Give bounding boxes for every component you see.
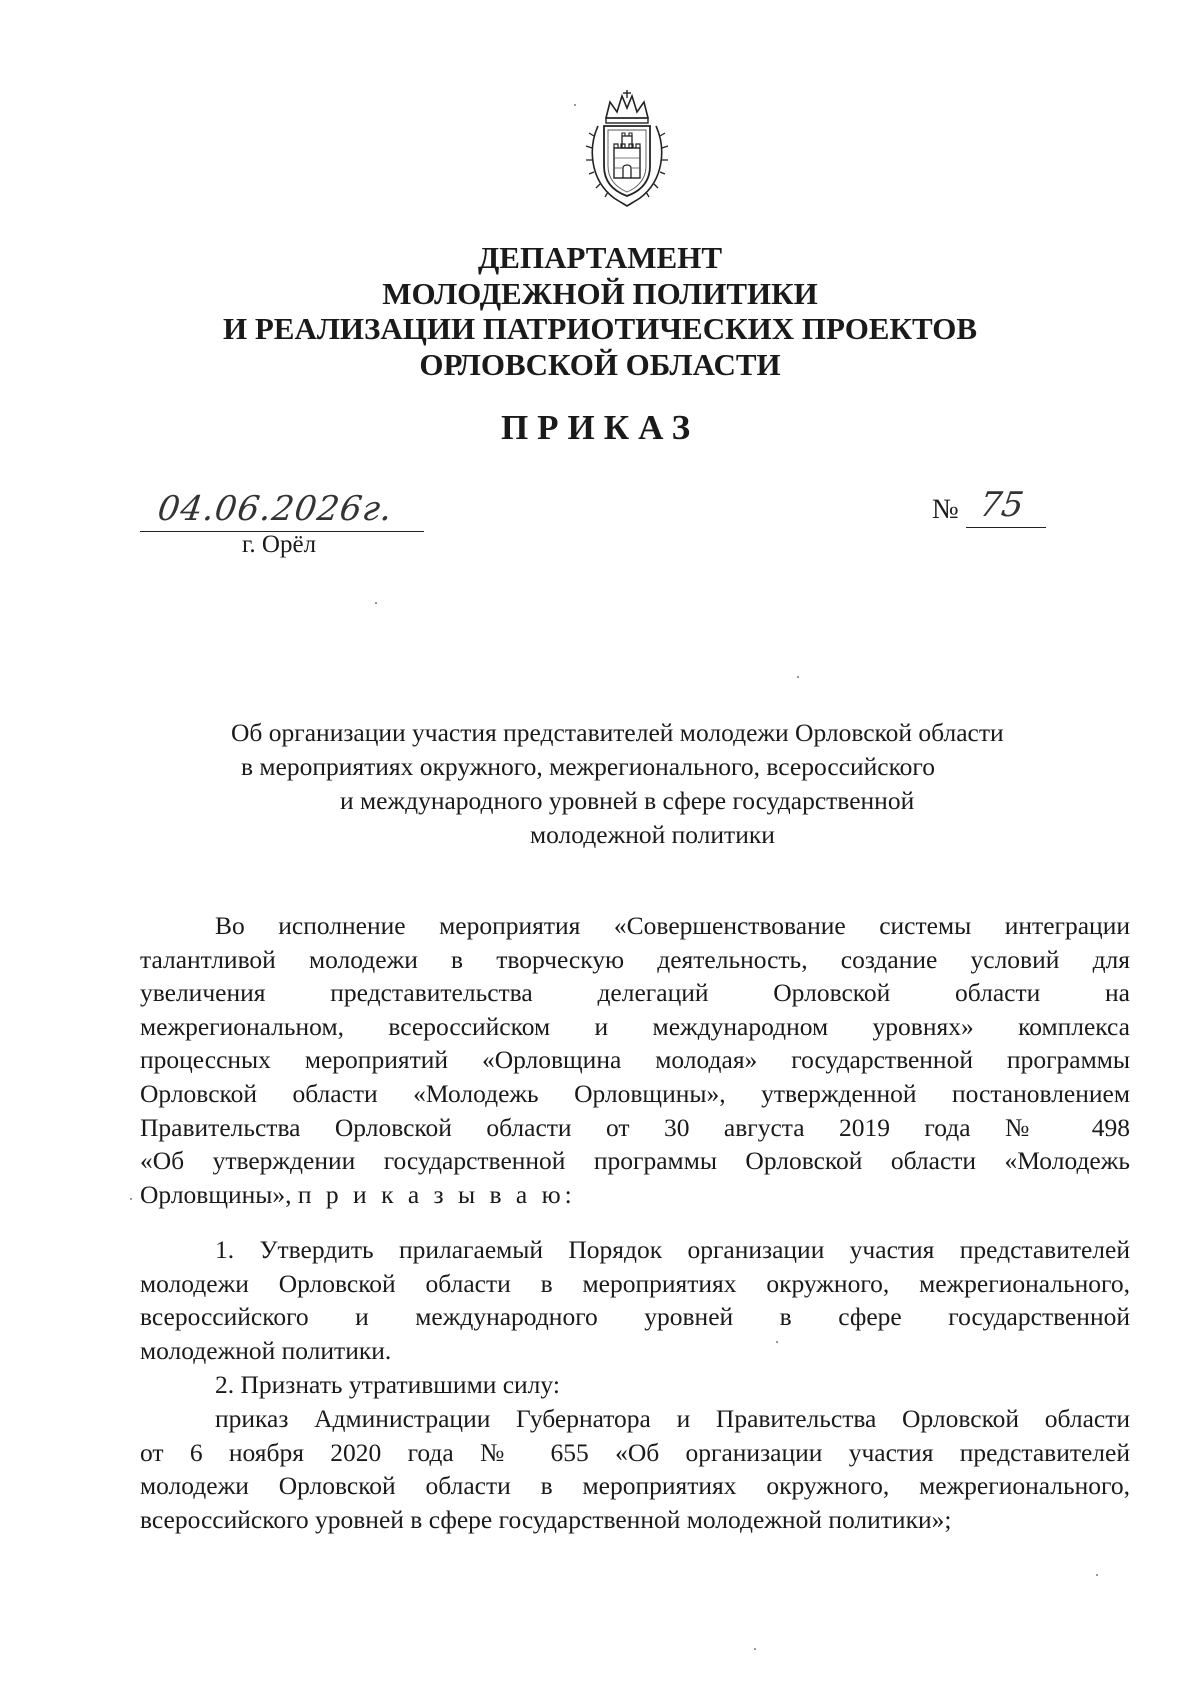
paragraph-line: увеличения представительства делегаций Орловской области на bbox=[140, 978, 1130, 1008]
item-2-sub-paragraph bbox=[140, 1402, 1130, 1536]
subject-line: Об организации участия представителей молодежи Орловской области bbox=[231, 718, 1004, 747]
subject-line: молодежной политики bbox=[530, 820, 775, 849]
scan-speck bbox=[776, 1341, 778, 1343]
document-type-title: ПРИКАЗ bbox=[500, 408, 700, 447]
paragraph-line: талантливой молодежи в творческую деятельность, создание условий для bbox=[140, 944, 1130, 974]
paragraph-line: 2. Признать утратившими силу: bbox=[215, 1370, 560, 1399]
subject-line: и международного уровней в сфере государственной bbox=[340, 786, 915, 815]
paragraph-line: молодежи Орловской области в мероприятиях окружного, межрегионального, bbox=[140, 1268, 1130, 1298]
paragraph-line: межрегиональном, всероссийском и международном уровнях» комплекса bbox=[140, 1011, 1130, 1041]
department-header-line-1: ДЕПАРТАМЕНТ bbox=[477, 240, 723, 275]
paragraph-line: Правительства Орловской области от 30 августа 2019 года № 498 bbox=[140, 1112, 1130, 1142]
handwritten-date: 04.06.2026г. bbox=[155, 489, 396, 529]
scan-speck bbox=[797, 676, 799, 678]
paragraph-line: всероссийского уровней в сфере государственной молодежной политики»; bbox=[140, 1504, 952, 1534]
number-label: № bbox=[932, 494, 959, 525]
item-2-paragraph bbox=[140, 1368, 1130, 1402]
city-label: г. Орёл bbox=[242, 531, 317, 558]
paragraph-line: всероссийского и международного уровней в сфере государственной bbox=[140, 1302, 1130, 1332]
paragraph-line: Во исполнение мероприятия «Совершенствование системы интеграции bbox=[215, 911, 1130, 940]
paragraph-line: 1. Утвердить прилагаемый Порядок организации участия представителей bbox=[215, 1235, 1130, 1264]
preamble-paragraph bbox=[140, 909, 1130, 1211]
department-header-line-4: ОРЛОВСКОЙ ОБЛАСТИ bbox=[419, 347, 781, 382]
department-header-line-2: МОЛОДЕЖНОЙ ПОЛИТИКИ bbox=[382, 276, 818, 311]
handwritten-number: 75 bbox=[977, 485, 1027, 525]
paragraph-line: Орловской области «Молодежь Орловщины», утвержденной постановлением bbox=[140, 1078, 1130, 1108]
paragraph-line: процессных мероприятий «Орловщина молодая» государственной программы bbox=[140, 1045, 1130, 1075]
paragraph-line: молодежной политики. bbox=[140, 1335, 392, 1365]
scan-speck bbox=[754, 1648, 756, 1650]
department-header-line-3: И РЕАЛИЗАЦИИ ПАТРИОТИЧЕСКИХ ПРОЕКТОВ bbox=[222, 311, 978, 346]
scan-speck bbox=[375, 602, 377, 604]
number-field bbox=[966, 481, 1046, 528]
paragraph-line: молодежи Орловской области в мероприятиях окружного, межрегионального, bbox=[140, 1471, 1130, 1501]
paragraph-line: от 6 ноября 2020 года № 655 «Об организации участия представителей bbox=[140, 1437, 1130, 1467]
date-field bbox=[140, 483, 424, 532]
paragraph-line: «Об утверждении государственной программы Орловской области «Молодежь bbox=[140, 1146, 1130, 1176]
scan-speck bbox=[130, 1198, 132, 1200]
paragraph-line: приказ Администрации Губернатора и Правительства Орловской области bbox=[215, 1404, 1130, 1433]
coat-of-arms-emblem bbox=[584, 88, 670, 210]
scan-speck bbox=[574, 104, 576, 106]
order-directive: п р и к а з ы в а ю: bbox=[297, 1179, 576, 1209]
subject-line: в мероприятиях окружного, межрегионального, всероссийского bbox=[241, 752, 935, 781]
item-1-paragraph bbox=[140, 1233, 1130, 1367]
paragraph-line bbox=[140, 1178, 1130, 1212]
preamble-tail-text: Орловщины», bbox=[140, 1179, 292, 1209]
scan-speck bbox=[1096, 1574, 1098, 1576]
